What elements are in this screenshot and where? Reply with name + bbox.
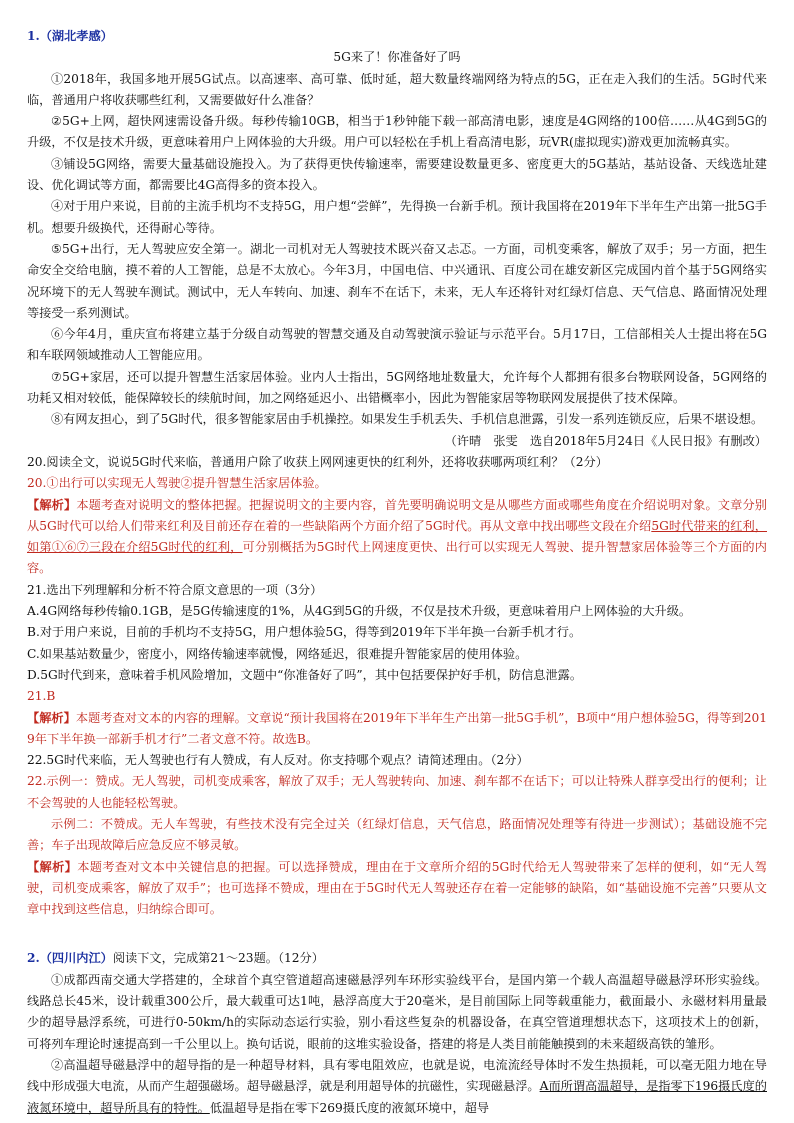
article-paragraph-6: ⑥今年4月，重庆宣布将建立基于分级自动驾驶的智慧交通及自动驾驶演示验证与示范平台。5月17日，工信部相关人士提出将在5G和车联网领域推动人工智能应用。 xyxy=(27,327,767,363)
article-paragraph-3: ③铺设5G网络，需要大量基础设施投入。为了获得更快传输速率，需要建设数量更多、密度更大的5G基站，基站设备、天线选址建设、优化调试等方面，都需要比4G高得多的资本投入。 xyxy=(27,156,767,193)
question-heading-1: 1.（湖北孝感） xyxy=(27,29,113,43)
analysis-text-tail: 可分别概括为5G时代上网速度更快、出行可以实现无人驾驶、提升智慧家居体验等三个方面的内容。 xyxy=(27,540,767,576)
article-title: 5G来了！你准备好了吗 xyxy=(333,50,461,65)
analysis-21 xyxy=(27,708,767,751)
question-21: 21.选出下列理解和分析不符合原文意思的一项（3分） xyxy=(27,582,323,597)
answer-22-example-2: 示例二：不赞成。无人车驾驶，有些技术没有完全过关（红绿灯信息，天气信息，路面情况处理等有待进一步测试）；基础设施不完善；车子出现故障后应急反应不够灵敏。 xyxy=(27,816,767,853)
analysis-text: 本题考查对文本中关键信息的把握。可以选择赞成，理由在于文章所介绍的5G时代给无人驾驶带来了怎样的便利，如“无人驾驶，司机变成乘客，解放了双手”；也可选择不赞成，理由在于5G时代无人驾驶还存在着一定能够的缺陷，如“基础设施不完善”只要从文章中找到这些信息，归纳综合即可。 xyxy=(27,859,767,917)
article-paragraph-2: ②5G+上网，超快网速需设备升级。每秒传输10GB，相当于1秒钟能下载一部高清电影，速度是4G网络的100倍……从4G到5G的升级，不仅是技术升级，更意味着用户上网体验的大升级。用户可以轻松在手机上看高清电影，玩VR(虚拟现实)游戏更加流畅真实。 xyxy=(27,114,767,150)
question-20: 20.阅读全文，说说5G时代来临，普通用户除了收获上网网速更快的红利外，还将收获哪两项红利？（2分） xyxy=(27,454,608,469)
question-2-intro: 阅读下文，完成第21～23题。（12分） xyxy=(112,951,324,966)
analysis-label: 【解析】 xyxy=(27,710,76,725)
question-21-option-d: D.5G时代到来，意味着手机风险增加，文题中“你准备好了吗”，其中包括要保护好手机，防信息泄露。 xyxy=(27,667,583,682)
analysis-text: 本题考查对文本的内容的理解。文章说“预计我国将在2019年下半年生产出第一批5G手机”，B项中“用户想体验5G，得等到2019年下半年换一部新手机才行”二者文意不符。故选B。 xyxy=(27,710,768,746)
article-source: （许晴 张雯 选自2018年5月24日《人民日报》有删改） xyxy=(444,433,767,448)
analysis-label: 【解析】 xyxy=(27,497,77,512)
article2-paragraph-2-text: ②高温超导磁悬浮中的超导指的是一种超导材料，具有零电阻效应，也就是说，电流流经导体时不发生热损耗，可以毫无阻力地在导线中形成强大电流，从而产生超强磁场。超导磁悬浮，就是利用超导体的抗磁性，实现磁悬浮。 xyxy=(27,1057,767,1094)
article2-paragraph-1: ①成都西南交通大学搭建的，全球首个真空管道超高速磁悬浮列车环形实验线平台，是国内第一个载人高温超导磁悬浮环形实验线。线路总长45米，设计载重300公斤，最大载重可达1吨，悬浮高度大于20毫米，是目前国际上同等载重能力，截面最小、永磁材料用量最少的超导悬浮系统，可进行0-50km/h的实际动态运行实验，别小看这些复杂的机器设备，在真空管道理想状态下，这项技术上的创新，可将列车理论时速提高到一千公里以上。换句话说，眼前的这堆实验设备，搭建的将是人类目前能触摸到的未来超级高铁的雏形。 xyxy=(27,972,767,1051)
question-heading-2-line xyxy=(27,948,767,969)
article-paragraph-7: ⑦5G+家居，还可以提升智慧生活家居体验。业内人士指出，5G网络地址数量大，允许每个人都拥有很多台物联网设备，5G网络的功耗又相对较低，能保障较长的续航时间，加之网络延迟小、出错概率小，因此为智能家居等物联网发展提供了技术保障。 xyxy=(27,369,767,406)
article-paragraph-4: ④对于用户来说，目前的主流手机均不支持5G，用户想“尝鲜”，先得换一台新手机。预计我国将在2019年下半年生产出第一批5G手机。想要升级换代，还得耐心等待。 xyxy=(27,199,767,235)
question-22: 22.5G时代来临，无人驾驶也行有人赞成，有人反对。你支持哪个观点？请简述理由。（2分） xyxy=(27,753,529,768)
article2-paragraph-2-tail: 低温超导是指在零下269摄氏度的液氮环境中，超导 xyxy=(209,1100,490,1115)
analysis-text: 本题考查对说明文的整体把握。把握说明文的主要内容，首先要明确说明文是从哪些方面或哪些角度在介绍说明对象。文章分别从5G时代可以给人们带来红利及目前还存在着的一些缺陷两个方面介绍了5G时代。再从文章中找出哪些文段在介绍 xyxy=(27,497,767,533)
answer-20: 20.①出行可以实现无人驾驶②提升智慧生活家居体验。 xyxy=(27,476,327,491)
section-gap xyxy=(27,920,767,948)
article2-paragraph-2 xyxy=(27,1055,767,1119)
answer-21: 21.B xyxy=(27,689,56,704)
analysis-22 xyxy=(27,857,767,921)
article2-underlined-sentence: A而所谓高温超导，是指零下196摄氏度的液氮环境中，超导所具有的特性。 xyxy=(27,1079,767,1115)
article-paragraph-1: ①2018年，我国多地开展5G试点。以高速率、高可靠、低时延，超大数量终端网络为特点的5G，正在走入我们的生活。5G时代来临，普通用户将收获哪些红利，又需要做好什么准备？ xyxy=(27,71,767,107)
answer-22-example-1: 22.示例一：赞成。无人驾驶，司机变成乘客，解放了双手；无人驾驶转向、加速、刹车都不在话下；可以让特殊人群享受出行的便利；让不会驾驶的人也能轻松驾驶。 xyxy=(27,774,767,810)
question-21-option-b: B.对于用户来说，目前的手机均不支持5G，用户想体验5G，得等到2019年下半年换一台新手机才行。 xyxy=(27,625,582,640)
analysis-label: 【解析】 xyxy=(27,859,78,874)
question-21-option-a: A.4G网络每秒传输0.1GB，是5G传输速度的1%，从4G到5G的升级，不仅是技术升级，更意味着用户上网体验的大升级。 xyxy=(27,604,692,619)
question-21-option-c: C.如果基站数量少，密度小，网络传输速率就慢，网络延迟，很难提升智能家居的使用体验。 xyxy=(27,646,528,661)
article-paragraph-8: ⑧有网友担心，到了5G时代，很多智能家居由手机操控。如果发生手机丢失、手机信息泄露，引发一系列连锁反应，后果不堪设想。 xyxy=(51,412,764,427)
analysis-20 xyxy=(27,495,767,580)
document-page xyxy=(27,26,767,1119)
analysis-underlined-text: 5G时代带来的红利，如第①⑥⑦三段在介绍5G时代的红利， xyxy=(27,518,767,555)
question-heading-2: 2.（四川内江） xyxy=(27,951,113,966)
article-paragraph-5: ⑤5G+出行，无人驾驶应安全第一。湖北一司机对无人驾驶技术既兴奋又忐忑。一方面，司机变乘客，解放了双手；另一方面，把生命安全交给电脑，摸不着的人工智能，总是不太放心。今年3月，中国电信、中兴通讯、百度公司在雄安新区完成国内首个基于5G网络实况环境下的无人驾驶车测试。测试中，无人车转向、加速、刹车不在话下，未来，无人车还将针对红绿灯信息、天气信息、路面情况处理等接受一系列测试。 xyxy=(27,241,767,320)
